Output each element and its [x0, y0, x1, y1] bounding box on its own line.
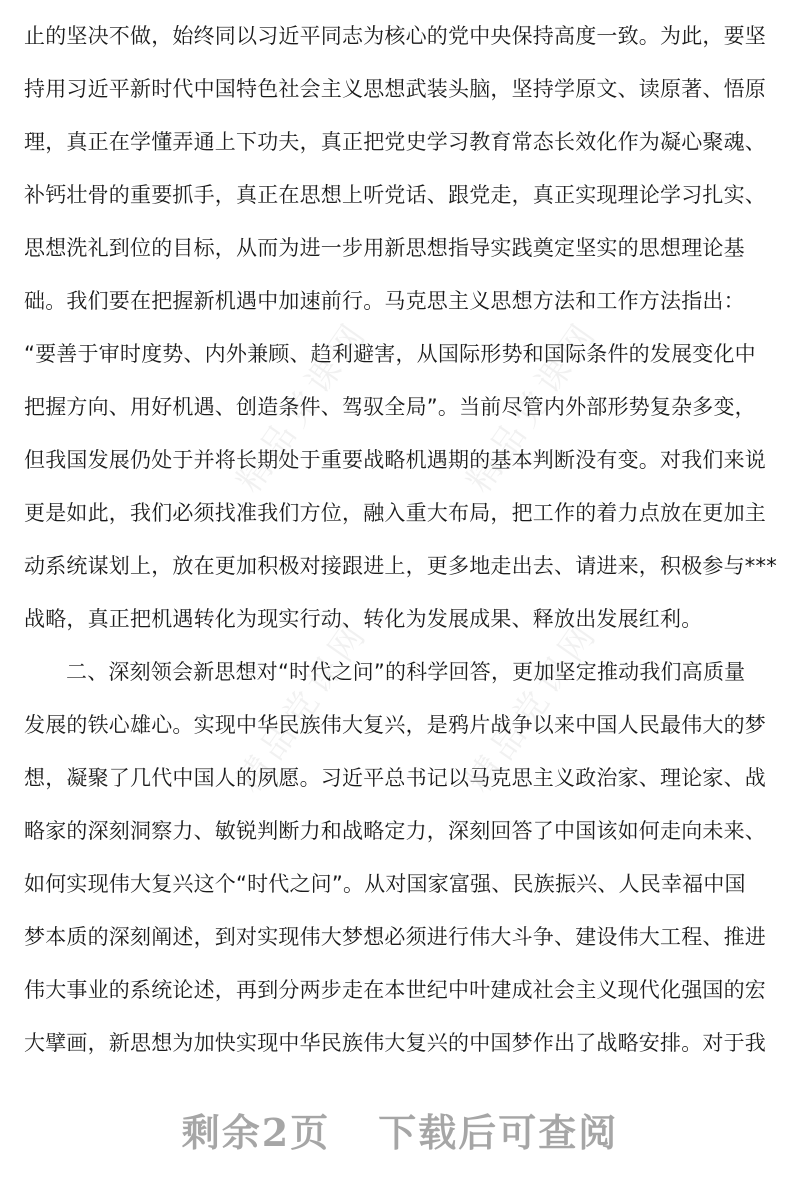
text-line: 如何实现伟大复兴这个“时代之问”。从对国家富强、民族振兴、人民幸福中国: [24, 872, 746, 896]
text-line: 大擘画，新思想为加快实现中华民族伟大复兴的中国梦作出了战略安排。对于我: [24, 1031, 766, 1055]
text-line: 思想洗礼到位的目标，从而为进一步用新思想指导实践奠定坚实的思想理论基: [24, 236, 745, 260]
text-line: 更是如此，我们必须找准我们方位，融入重大布局，把工作的着力点放在更加主: [24, 501, 766, 525]
text-line: 补钙壮骨的重要抓手，真正在思想上听党话、跟党走，真正实现理论学习扎实、: [24, 183, 766, 207]
remaining-pages-label: 剩余2页: [181, 1110, 331, 1155]
text-line: 想，凝聚了几代中国人的夙愿。习近平总书记以马克思主义政治家、理论家、战: [24, 766, 766, 790]
watermark: 精品党课网: [459, 613, 607, 800]
text-line: 动系统谋划上，放在更加积极对接跟进上，更多地走出去、请进来，积极参与***: [24, 554, 777, 578]
text-line: 发展的铁心雄心。实现中华民族伟大复兴，是鸦片战争以来中国人民最伟大的梦: [24, 713, 766, 737]
text-line: 二、深刻领会新思想对“时代之问”的科学回答，更加坚定推动我们高质量: [66, 660, 746, 684]
text-line: 持用习近平新时代中国特色社会主义思想武装头脑，坚持学原文、读原著、悟原: [24, 77, 766, 101]
text-line: 梦本质的深刻阐述，到对实现伟大梦想必须进行伟大斗争、建设伟大工程、推进: [24, 925, 766, 949]
watermark: 精品党课网: [229, 613, 377, 800]
text-line: 止的坚决不做，始终同以习近平同志为核心的党中央保持高度一致。为此，要坚: [24, 24, 766, 48]
text-line: 理，真正在学懂弄通上下功夫，真正把党史学习教育常态长效化作为凝心聚魂、: [24, 130, 766, 154]
text-line: 伟大事业的系统论述，再到分两步走在本世纪中叶建成社会主义现代化强国的宏: [24, 978, 766, 1002]
watermark: 精品党课网: [459, 313, 607, 500]
text-line: 略家的深刻洞察力、敏锐判断力和战略定力，深刻回答了中国该如何走向未来、: [24, 819, 766, 843]
text-line: “要善于审时度势、内外兼顾、趋利避害，从国际形势和国际条件的发展变化中: [24, 342, 756, 366]
watermark: 精品党课网: [229, 313, 377, 500]
text-line: 础。我们要在把握新机遇中加速前行。马克思主义思想方法和工作方法指出：: [24, 289, 745, 313]
text-line: 战略，真正把机遇转化为现实行动、转化为发展成果、释放出发展红利。: [24, 607, 703, 631]
download-hint-label: 下载后可查阅: [378, 1110, 619, 1155]
text-line: 把握方向、用好机遇、创造条件、驾驭全局”。当前尽管内外部形势复杂多变，: [24, 395, 756, 419]
remaining-pages-notice[interactable]: [0, 1102, 800, 1157]
text-line: 但我国发展仍处于并将长期处于重要战略机遇期的基本判断没有变。对我们来说: [24, 448, 766, 472]
